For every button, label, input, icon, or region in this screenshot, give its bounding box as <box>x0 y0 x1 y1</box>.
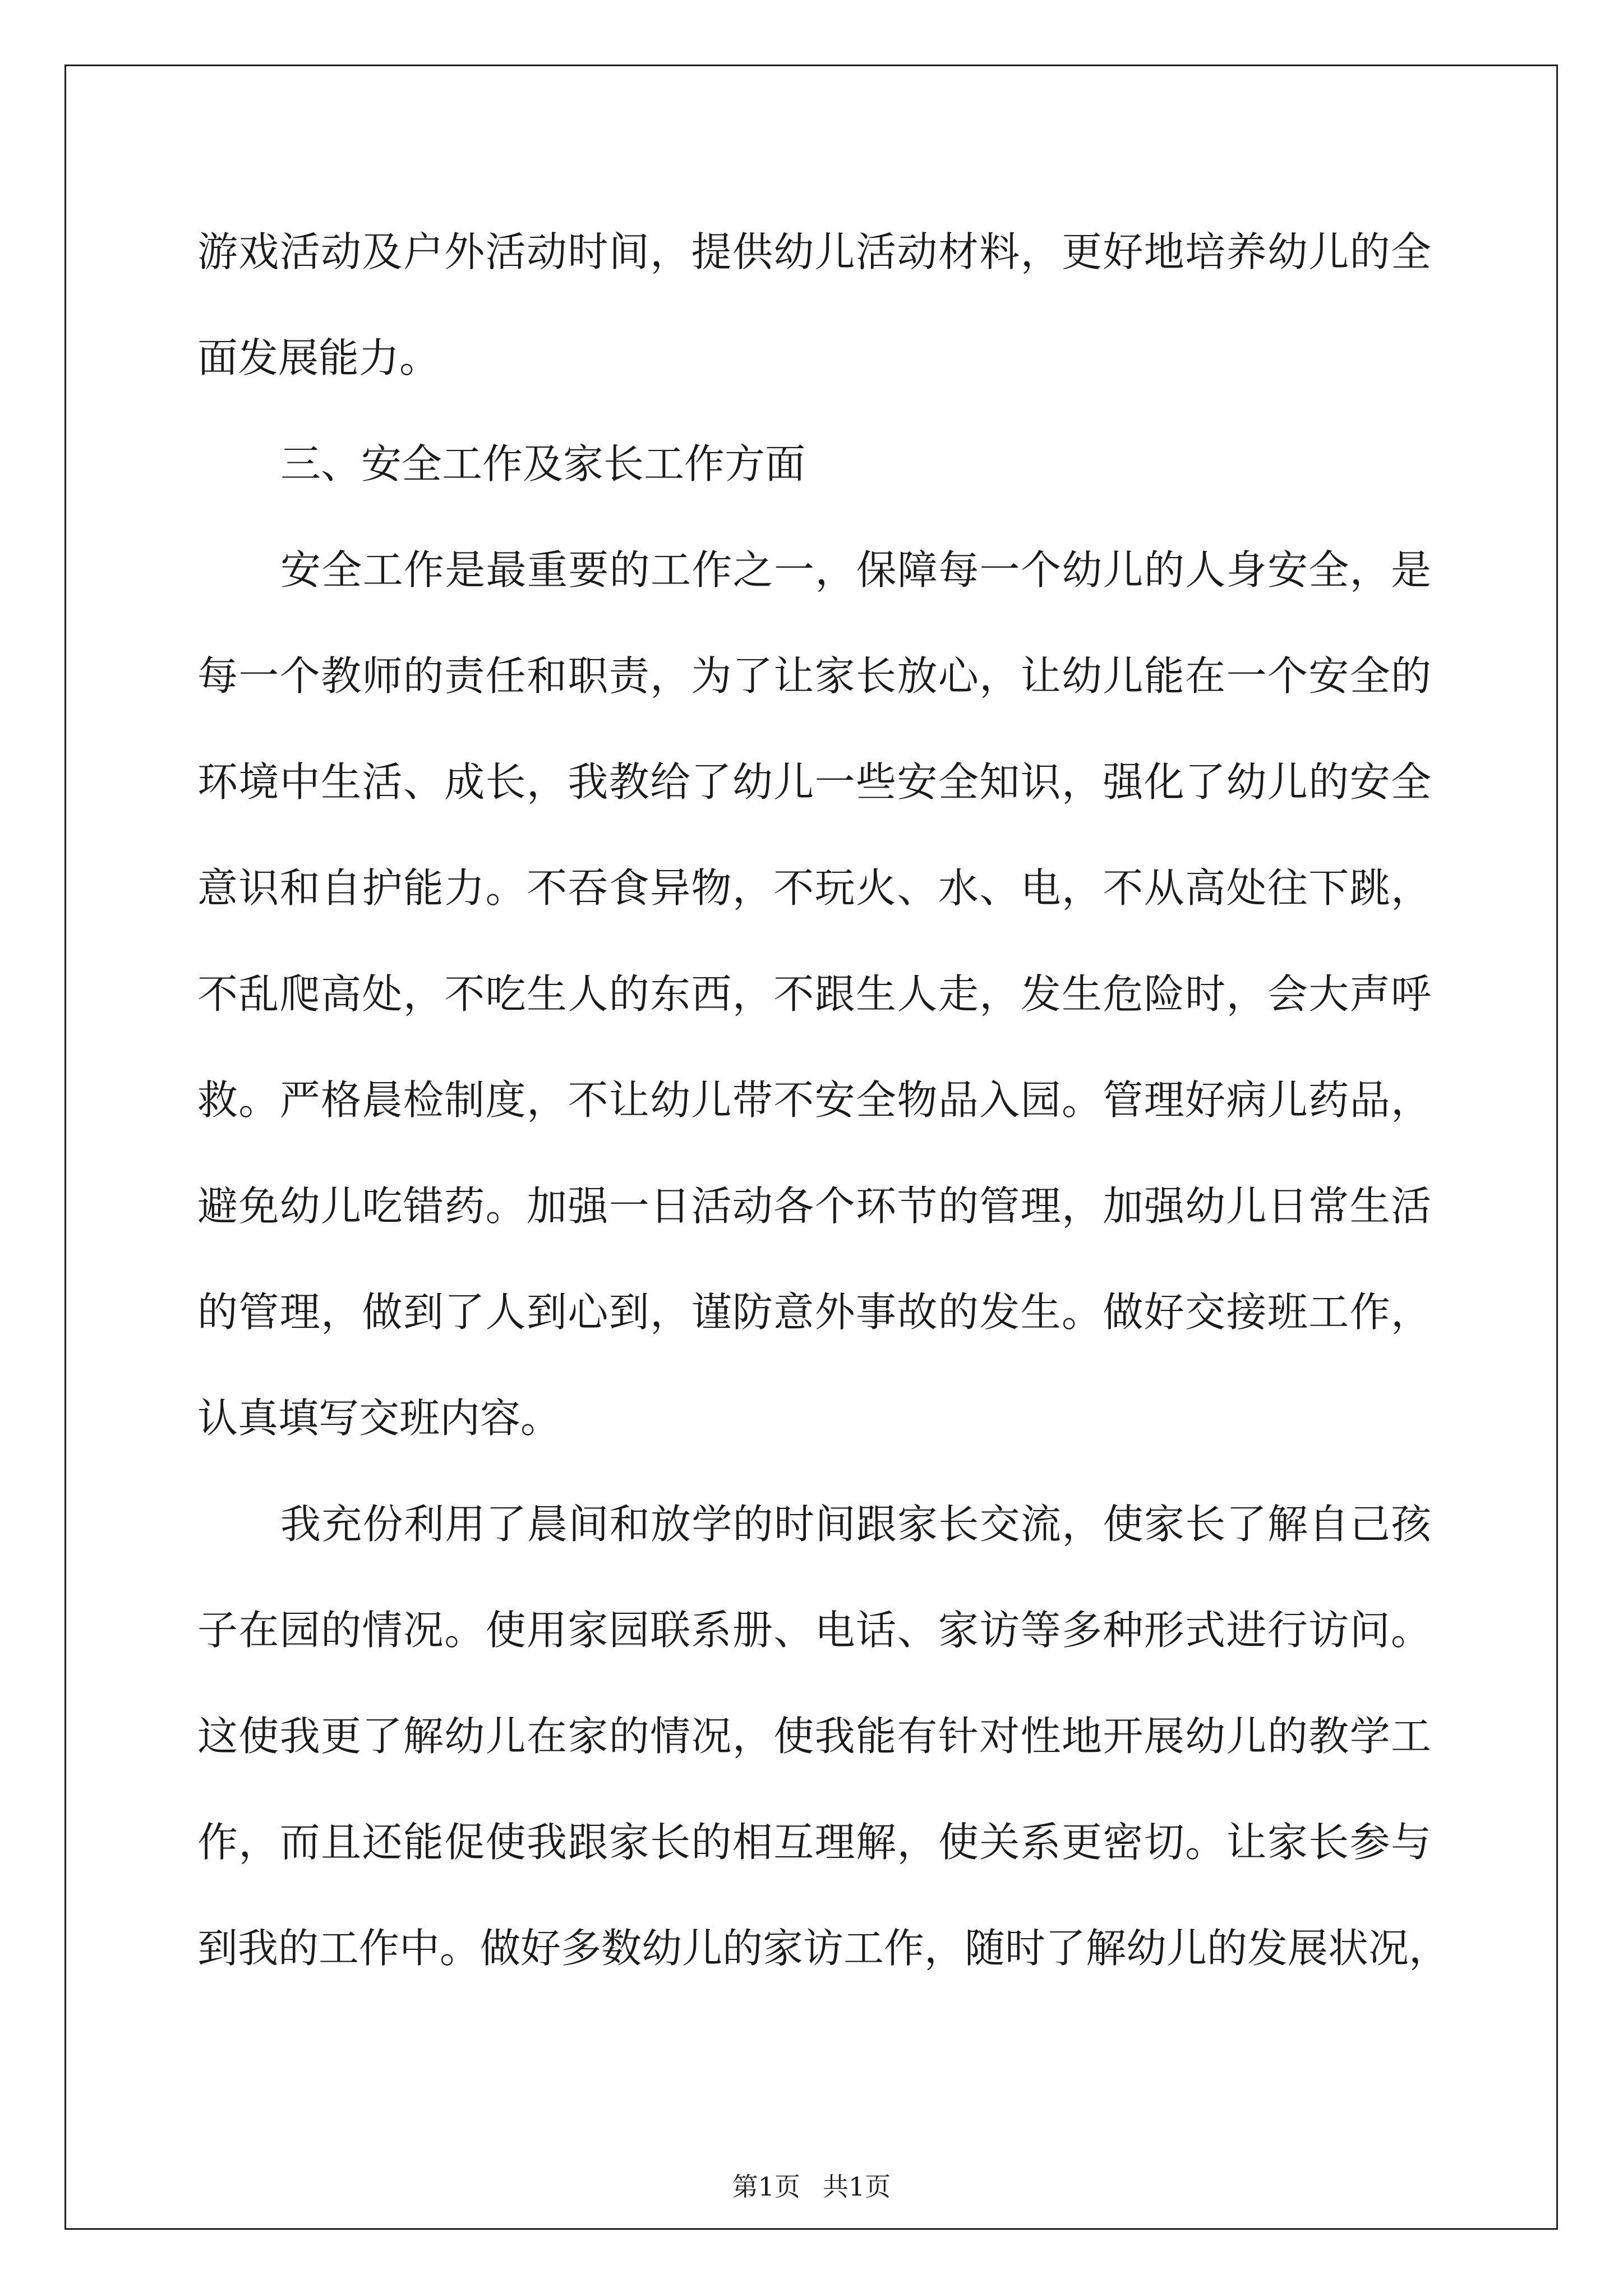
page-number: 第1页 <box>732 2171 800 2202</box>
text-line: 作，而且还能促使我跟家长的相互理解，使关系更密切。让家长参与 <box>197 1819 1431 1866</box>
text-line: 面发展能力。 <box>197 334 440 381</box>
text-line: 的管理，做到了人到心到，谨防意外事故的发生。做好交接班工作， <box>197 1289 1431 1336</box>
text-line: 意识和自护能力。不吞食异物，不玩火、水、电，不从高处往下跳， <box>197 864 1431 912</box>
document-body <box>197 199 1450 2001</box>
text-line: 游戏活动及户外活动时间，提供幼儿活动材料，更好地培养幼儿的全 <box>197 228 1431 275</box>
page-footer <box>0 2166 1623 2203</box>
text-line: 环境中生活、成长，我教给了幼儿一些安全知识，强化了幼儿的安全 <box>197 758 1431 806</box>
page-total: 共1页 <box>823 2171 891 2202</box>
text-line: 每一个教师的责任和职责，为了让家长放心，让幼儿能在一个安全的 <box>197 652 1431 700</box>
text-line: 避免幼儿吃错药。加强一日活动各个环节的管理，加强幼儿日常生活 <box>197 1182 1431 1230</box>
text-line: 到我的工作中。做好多数幼儿的家访工作，随时了解幼儿的发展状况， <box>197 1925 1450 1972</box>
text-line: 这使我更了解幼儿在家的情况，使我能有针对性地开展幼儿的教学工 <box>197 1713 1431 1760</box>
text-line: 安全工作是最重要的工作之一，保障每一个幼儿的人身安全，是 <box>280 546 1431 593</box>
text-line: 救。严格晨检制度，不让幼儿带不安全物品入园。管理好病儿药品， <box>197 1076 1431 1124</box>
section-heading: 三、安全工作及家长工作方面 <box>280 440 806 487</box>
text-line: 不乱爬高处，不吃生人的东西，不跟生人走，发生危险时，会大声呼 <box>197 970 1431 1018</box>
text-line: 我充份利用了晨间和放学的时间跟家长交流，使家长了解自己孩 <box>280 1501 1431 1548</box>
text-line: 认真填写交班内容。 <box>197 1395 561 1442</box>
text-line: 子在园的情况。使用家园联系册、电话、家访等多种形式进行访问。 <box>197 1607 1431 1654</box>
